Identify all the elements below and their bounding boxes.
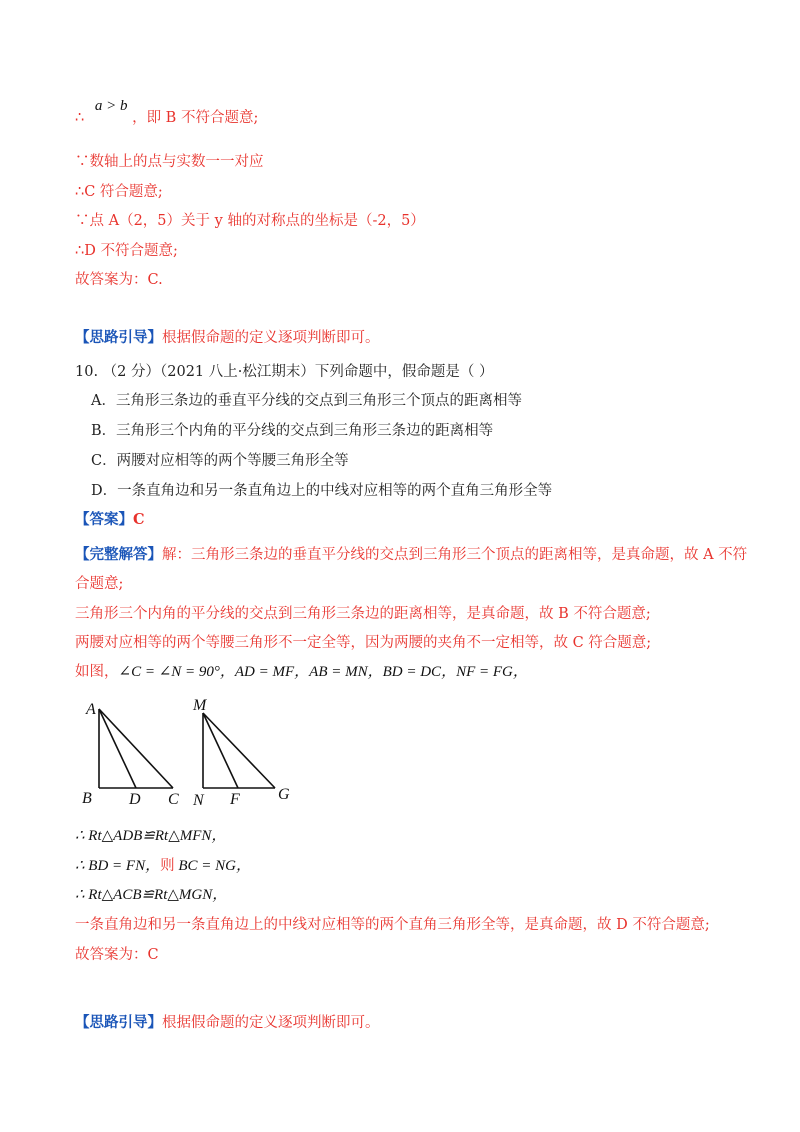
step-2-then: 则 <box>160 858 175 874</box>
figure-intro: 如图， <box>75 664 119 680</box>
hint-text-2: 根据假命题的定义逐项判断即可。 <box>162 1015 380 1031</box>
prev-hint-line <box>75 328 380 348</box>
solution-line-1 <box>75 545 747 565</box>
c-ok-line: ∴C 符合题意; <box>75 184 163 200</box>
triangle-mng <box>203 713 275 788</box>
d-reason-line: ∵点 A（2，5）关于 y 轴的对称点的坐标是（-2，5） <box>75 213 425 229</box>
step-2 <box>75 856 251 876</box>
step-2b: BC = NG， <box>174 858 251 874</box>
label-c: C <box>168 791 179 808</box>
step-1: ∴ Rt△ADB≌Rt△MFN， <box>75 828 227 844</box>
answer-line <box>75 510 145 530</box>
figure-intro-line <box>75 662 528 682</box>
step-3: ∴ Rt△ACB≌Rt△MGN， <box>75 887 228 903</box>
option-a: A．三角形三条边的垂直平分线的交点到三角形三个顶点的距离相等 <box>91 393 522 409</box>
solution-label: 【完整解答】 <box>75 546 162 563</box>
label-a: A <box>86 701 96 718</box>
label-n: N <box>193 792 204 808</box>
question-stem: 10. （2 分）（2021 八上·松江期末）下列命题中，假命题是（ ） <box>75 364 494 380</box>
label-d: D <box>129 791 141 808</box>
conclusion-line: 一条直角边和另一条直角边上的中线对应相等的两个直角三角形全等，是真命题，故 D 不符合题意; <box>75 917 710 933</box>
option-c: C．两腰对应相等的两个等腰三角形全等 <box>91 453 349 469</box>
therefore-symbol: ∴ <box>75 110 85 126</box>
label-f: F <box>230 791 240 808</box>
hint-line <box>75 1013 380 1033</box>
hint-label: 【思路引导】 <box>75 329 162 346</box>
prev-answer-line: 故答案为：C. <box>75 272 163 288</box>
option-b: B．三角形三个内角的平分线的交点到三角形三条边的距离相等 <box>91 423 494 439</box>
step-2a: ∴ BD = FN， <box>75 858 161 874</box>
hint-label-2: 【思路引导】 <box>75 1014 162 1031</box>
label-g: G <box>278 786 290 803</box>
hint-text: 根据假命题的定义逐项判断即可。 <box>162 330 380 346</box>
solution-text-1: 解：三角形三条边的垂直平分线的交点到三角形三个顶点的距离相等，是真命题，故 A 不符 <box>162 547 748 563</box>
triangle-abc <box>99 709 173 788</box>
answer-label: 【答案】 <box>75 511 133 528</box>
solution-line-2: 合题意; <box>75 576 124 592</box>
triangles-figure <box>75 693 305 808</box>
d-not-line: ∴D 不符合题意; <box>75 243 178 259</box>
b-not-text: ，即 B 不符合题意; <box>132 110 259 126</box>
solution-line-4: 两腰对应相等的两个等腰三角形不一定全等，因为两腰的夹角不一定相等，故 C 符合题意; <box>75 635 652 651</box>
option-d: D．一条直角边和另一条直角边上的中线对应相等的两个直角三角形全等 <box>91 483 553 499</box>
therefore-line-a-gt-b <box>75 98 259 128</box>
inequality-a-gt-b: a > b <box>94 98 128 114</box>
final-answer-line: 故答案为：C <box>75 947 159 963</box>
answer-value: C <box>133 511 145 528</box>
label-b: B <box>82 790 92 807</box>
label-m: M <box>193 697 207 714</box>
solution-line-3: 三角形三个内角的平分线的交点到三角形三条边的距离相等，是真命题，故 B 不符合题意; <box>75 606 651 622</box>
figure-conditions: ∠C = ∠N = 90°，AD = MF，AB = MN，BD = DC，NF = FG， <box>118 664 528 680</box>
c-reason-line: ∵数轴上的点与实数一一对应 <box>75 154 264 170</box>
